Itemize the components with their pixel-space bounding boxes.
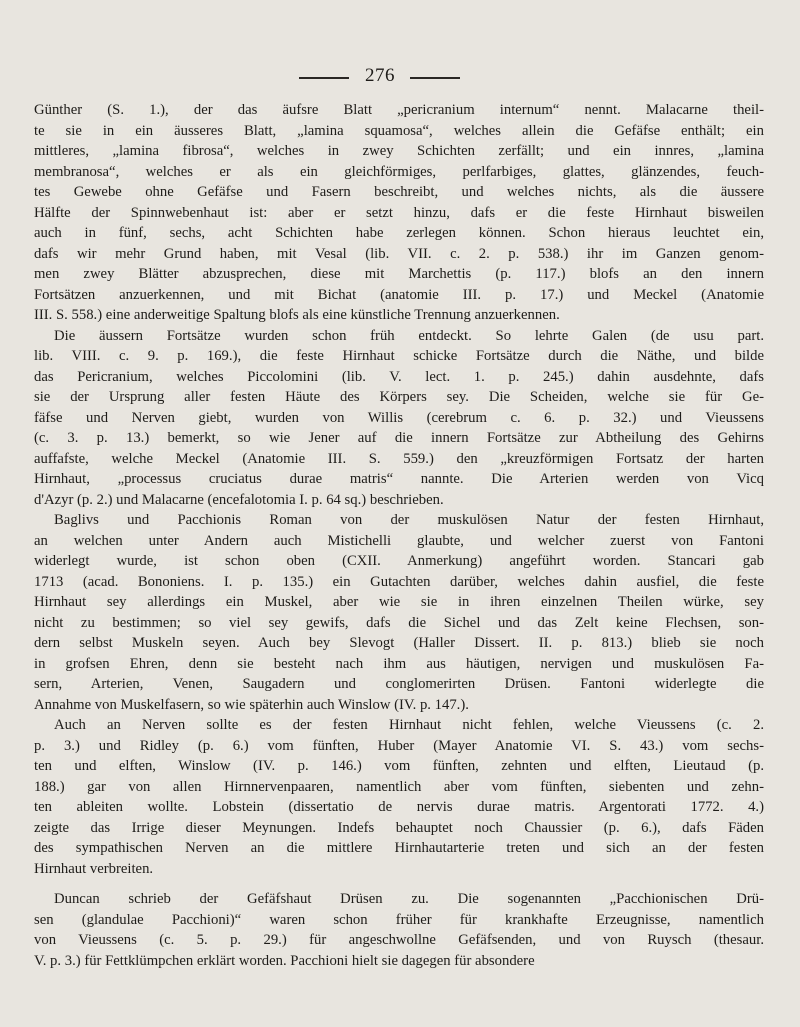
text-line: men zwey Blätter abzusprechen, diese mit Marchettis (p. 117.) blofs an den innern <box>34 266 764 282</box>
text-line: widerlegt wurde, ist schon oben (CXII. Anmerkung) angeführt worden. Stancari gab <box>34 553 764 569</box>
text-line: sern, Arterien, Venen, Saugadern und conglomerirten Drüsen. Fantoni widerlegte die <box>34 676 764 692</box>
page-header <box>0 64 800 88</box>
text-line: 188.) gar von allen Hirnnervenpaaren, namentlich aber vom fünften, siebenten und zehn- <box>34 778 764 795</box>
body-text <box>34 100 764 1005</box>
paragraph <box>34 326 764 511</box>
text-line: Die äussern Fortsätze wurden schon früh entdeckt. So lehrte Galen (de usu part. <box>54 327 764 344</box>
header-rule-right <box>410 77 460 79</box>
text-line: III. S. 558.) eine anderweitige Spaltung blofs als eine künstliche Trennung anzuerkennen. <box>34 307 560 323</box>
text-line: in grofsen Ehren, denn sie besteht nach ihm aus häutigen, nervigen und muskulösen Fa- <box>34 655 764 672</box>
text-line: 1713 (acad. Bononiens. I. p. 135.) ein Gutachten darüber, welches dahin ausfiel, die feste <box>34 573 764 590</box>
text-line: des sympathischen Nerven an die mittlere Hirnhautarterie treten und sich an der festen <box>34 840 764 856</box>
text-line: te sie in ein äusseres Blatt, „lamina squamosa“, welches allein die Gefäfse enthält; ein <box>34 122 764 139</box>
text-line: von Vieussens (c. 5. p. 29.) für angeschwollne Gefäfsenden, und von Ruysch (thesaur. <box>34 932 764 948</box>
text-line: Hirnhaut verbreiten. <box>34 860 154 877</box>
text-line: membranosa“, welches er als ein gleichförmiges, perlfarbiges, glattes, glänzendes, feuch- <box>34 163 764 180</box>
text-line: lib. VIII. c. 9. p. 169.), die feste Hirnhaut schicke Fortsätze durch die Näthe, und bilde <box>34 348 764 364</box>
text-line: sen (glandulae Pacchioni)“ waren schon früher für krankhafte Erzeugnisse, namentlich <box>34 911 764 928</box>
text-line: dafs wir mehr Grund haben, mit Vesal (lib. VII. c. 2. p. 538.) ihr im Ganzen genom- <box>34 245 764 262</box>
text-line: zeigte das Irrige dieser Meynungen. Indefs behauptet noch Chaussier (p. 6.), dafs Fäden <box>34 819 764 836</box>
text-line: Annahme von Muskelfasern, so wie späterhin auch Winslow (IV. p. 147.). <box>34 696 469 713</box>
text-line: fäfse und Nerven giebt, wurden von Willis (cerebrum c. 6. p. 32.) und Vieussens <box>34 409 764 426</box>
text-line: p. 3.) und Ridley (p. 6.) vom fünften, Huber (Mayer Anatomie VI. S. 43.) vom sechs- <box>34 737 764 754</box>
text-line: ten ableiten wollte. Lobstein (dissertatio de nervis durae matris. Argentorati 1772. 4.) <box>34 799 764 815</box>
text-line: Hirnhaut sey allerdings ein Muskel, aber wie sie in ihren einzelnen Theilen würke, sey <box>34 594 764 610</box>
text-line: nicht zu bestimmen; so viel sey gewifs, dafs die Sichel und das Zelt keine Flechsen, son- <box>34 614 764 631</box>
text-line: ten und elften, Winslow (IV. p. 146.) vom fünften, zehnten und elften, Lieutaud (p. <box>34 758 764 774</box>
text-line: auch in fünf, sechs, acht Schichten habe zerlegen können. Schon hieraus leuchtet ein, <box>34 225 764 241</box>
text-line: d'Azyr (p. 2.) und Malacarne (encefalotomia I. p. 64 sq.) beschrieben. <box>34 491 444 508</box>
text-line: Günther (S. 1.), der das äufsre Blatt „pericranium internum“ nennt. Malacarne theil- <box>34 102 764 118</box>
text-line: dern selbst Muskeln seyen. Auch bey Slevogt (Haller Dissert. II. p. 813.) blieb sie noch <box>34 635 764 651</box>
text-line: Fortsätzen anzuerkennen, und mit Bichat (anatomie III. p. 17.) und Meckel (Anatomie <box>34 286 764 303</box>
text-line: an welchen unter Andern auch Mistichelli glaubte, und welcher zuerst von Fantoni <box>34 532 764 549</box>
text-line: Baglivs und Pacchionis Roman von der muskulösen Natur der festen Hirnhaut, <box>54 512 764 528</box>
text-line: V. p. 3.) für Fettklümpchen erklärt worden. Pacchioni hielt sie dagegen für absondere <box>34 952 535 969</box>
paragraph <box>34 715 764 879</box>
text-line: sie der Ursprung aller festen Häute des Körpers sey. Die Scheiden, welche sie für Ge- <box>34 389 764 405</box>
text-line: mittleres, „lamina fibrosa“, welches in zwey Schichten zerfällt; und ein innres, „lamina <box>34 143 764 159</box>
text-line: Hirnhaut, „processus cruciatus durae matris“ nannte. Die Arterien werden von Vicq <box>34 471 764 487</box>
text-line: (c. 3. p. 13.) bemerkt, so wie Jener auf die innern Fortsätze zur Abtheilung des Gehirns <box>34 430 764 446</box>
paragraph <box>34 889 764 971</box>
text-line: Hälfte der Spinnwebenhaut ist: aber er setzt hinzu, dafs er die feste Hirnhaut bisweilen <box>34 204 764 221</box>
paragraph <box>34 100 764 326</box>
text-line: auffafste, welche Meckel (Anatomie III. S. 559.) den „kreuzförmigen Fortsatz der harten <box>34 450 764 467</box>
paragraph <box>34 510 764 715</box>
header-rule-left <box>299 77 349 79</box>
text-line: Duncan schrieb der Gefäfshaut Drüsen zu. Die sogenannten „Pacchionischen Drü- <box>54 891 764 907</box>
text-line: tes Gewebe ohne Gefäfse und Fasern beschreibt, und welches nichts, als die äussere <box>34 184 764 200</box>
text-line: das Pericranium, welches Piccolomini (lib. V. lect. 1. p. 245.) dahin ausdehnte, dafs <box>34 368 764 385</box>
text-line: Auch an Nerven sollte es der festen Hirnhaut nicht fehlen, welche Vieussens (c. 2. <box>54 717 764 733</box>
page-number: 276 <box>365 65 395 86</box>
